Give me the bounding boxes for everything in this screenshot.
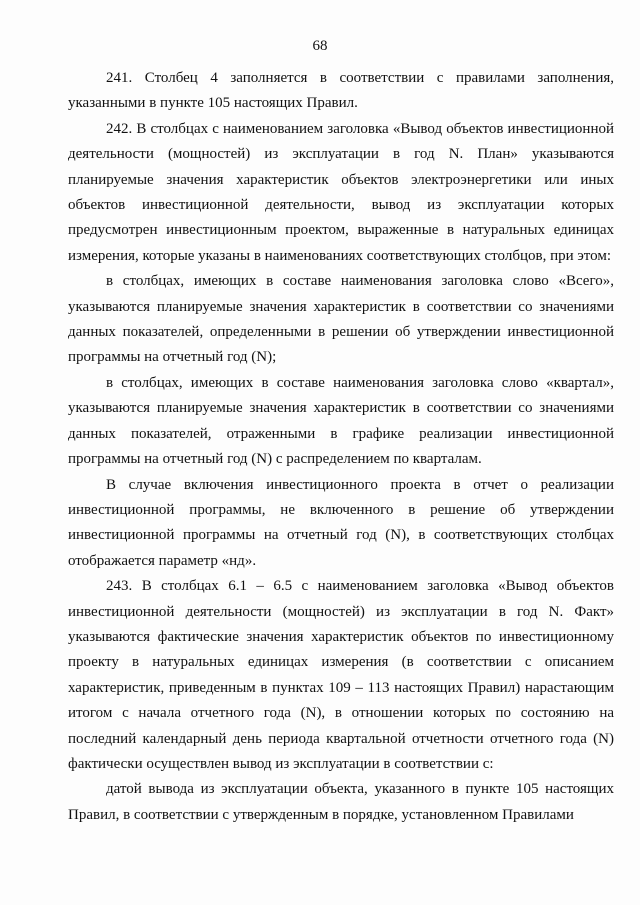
paragraph-242-quarter-columns: в столбцах, имеющих в составе наименования заголовка слово «квартал», указываются планируемые значения характеристик в соответствии со значениями данных показателей, отраженными в графике реализации инвестиционной программы на отчетный год (N) с распределением по кварталам. (68, 374, 614, 468)
paragraph-243: 243. В столбцах 6.1 – 6.5 с наименованием заголовка «Вывод объектов инвестиционной деятельности (мощностей) из эксплуатации в год N. Факт» указываются фактические значения характеристик объектов по инвестиционному проекту в натуральных единицах измерения (в соответствии с описанием характеристик, приведенным в пунктах 109 – 113 настоящих Правил) нарастающим итогом с начала отчетного года (N), в отношении которых по состоянию на последний календарный день периода квартальной отчетности отчетного года (N) фактически осуществлен вывод из эксплуатации в соответствии с: (68, 578, 614, 772)
document-body (68, 66, 614, 828)
paragraph-241: 241. Столбец 4 заполняется в соответствии с правилами заполнения, указанными в пункте 105 настоящих Правил. (68, 70, 614, 112)
paragraph-242-total-columns: в столбцах, имеющих в составе наименования заголовка слово «Всего», указываются планируемые значения характеристик в соответствии со значениями данных показателей, определенными в решении об утверждении инвестиционной программы на отчетный год (N); (68, 273, 614, 366)
paragraph-242: 242. В столбцах с наименованием заголовка «Вывод объектов инвестиционной деятельности (мощностей) из эксплуатации в год N. План» указываются планируемые значения характеристик объектов электроэнергетики или иных объектов инвестиционной деятельности, вывод из эксплуатации которых предусмотрен инвестиционным проектом, выраженные в натуральных единицах измерения, которые указаны в наименованиях соответствующих столбцов, при этом: (68, 120, 614, 264)
paragraph-242-nd-case: В случае включения инвестиционного проекта в отчет о реализации инвестиционной программы, не включенного в решение об утверждении инвестиционной программы на отчетный год (N), в соответствующих столбцах отображается параметр «нд». (68, 476, 614, 569)
paragraph-243-decommission-date: датой вывода из эксплуатации объекта, указанного в пункте 105 настоящих Правил, в соответствии с утвержденным в порядке, установленном Правилами (68, 781, 614, 823)
page-number: 68 (312, 38, 328, 54)
